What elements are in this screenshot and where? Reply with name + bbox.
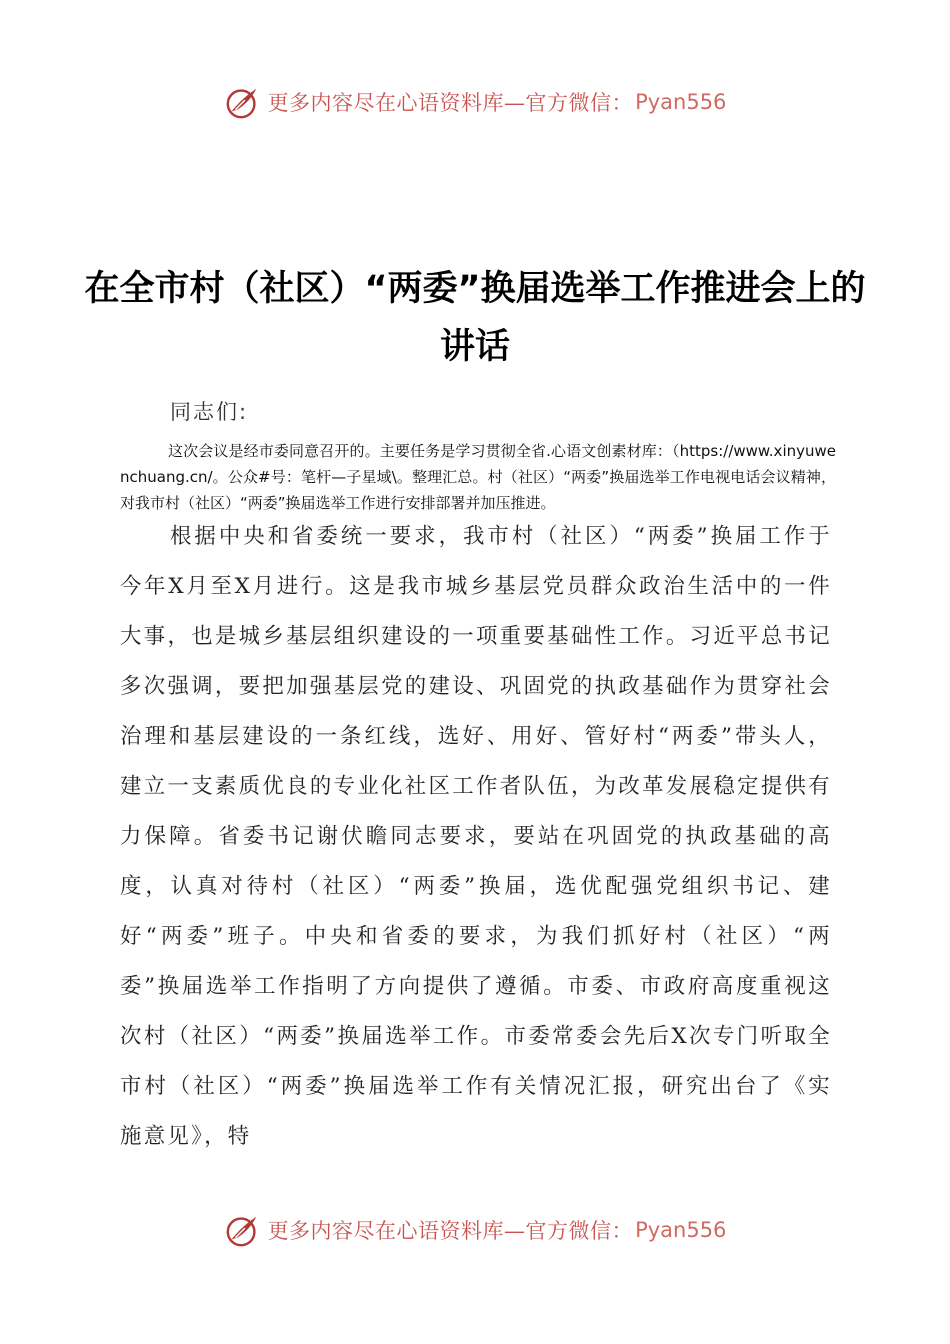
body-paragraph: 根据中央和省委统一要求，我市村（社区）“两委”换届工作于今年X月至X月进行。这是我市城乡基层党员群众政治生活中的一件大事，也是城乡基层组织建设的一项重要基础性工作。习近平总书记多次强调，要把加强基层党的建设、巩固党的执政基础作为贯穿社会治理和基层建设的一条红线，选好、用好、管好村“两委”带头人，建立一支素质优良的专业化社区工作者队伍，为改革发展稳定提供有力保障。省委书记谢伏瞻同志要求，要站在巩固党的执政基础的高度，认真对待村（社区）“两委”换届，选优配强党组织书记、建好“两委”班子。中央和省委的要求，为我们抓好村（社区）“两委”换届选举工作指明了方向提供了遵循。市委、市政府高度重视这次村（社区）“两委”换届选举工作。市委常委会先后X次专门听取全市村（社区）“两委”换届选举工作有关情况汇报，研究出台了《实施意见》，特 bbox=[120, 524, 832, 1149]
banner-wechat-handle: Pyan556 bbox=[635, 90, 727, 114]
greeting: 同志们: bbox=[170, 400, 249, 424]
header-banner bbox=[0, 80, 950, 124]
footer-banner bbox=[0, 1208, 950, 1252]
banner-text: 更多内容尽在心语资料库—官方微信： bbox=[267, 91, 634, 115]
quill-pen-logo-icon bbox=[224, 1211, 262, 1249]
footer-wechat-handle: Pyan556 bbox=[635, 1218, 727, 1242]
document-title: 在全市村（社区）“两委”换届选举工作推进会上的讲话 bbox=[84, 269, 866, 367]
notice-paragraph: 这次会议是经市委同意召开的。主要任务是学习贯彻全省.心语文创素材库：（https://www.xinyuwenchuang.cn/。公众#号：笔杆—子星域\。整理汇总。村（社区）“两委”换届选举工作电视电话会议精神，对我市村（社区）“两委”换届选举工作进行安排部署并加压推进。 bbox=[120, 442, 836, 512]
footer-banner-text: 更多内容尽在心语资料库—官方微信： bbox=[267, 1219, 634, 1243]
quill-pen-logo-icon bbox=[224, 83, 262, 121]
